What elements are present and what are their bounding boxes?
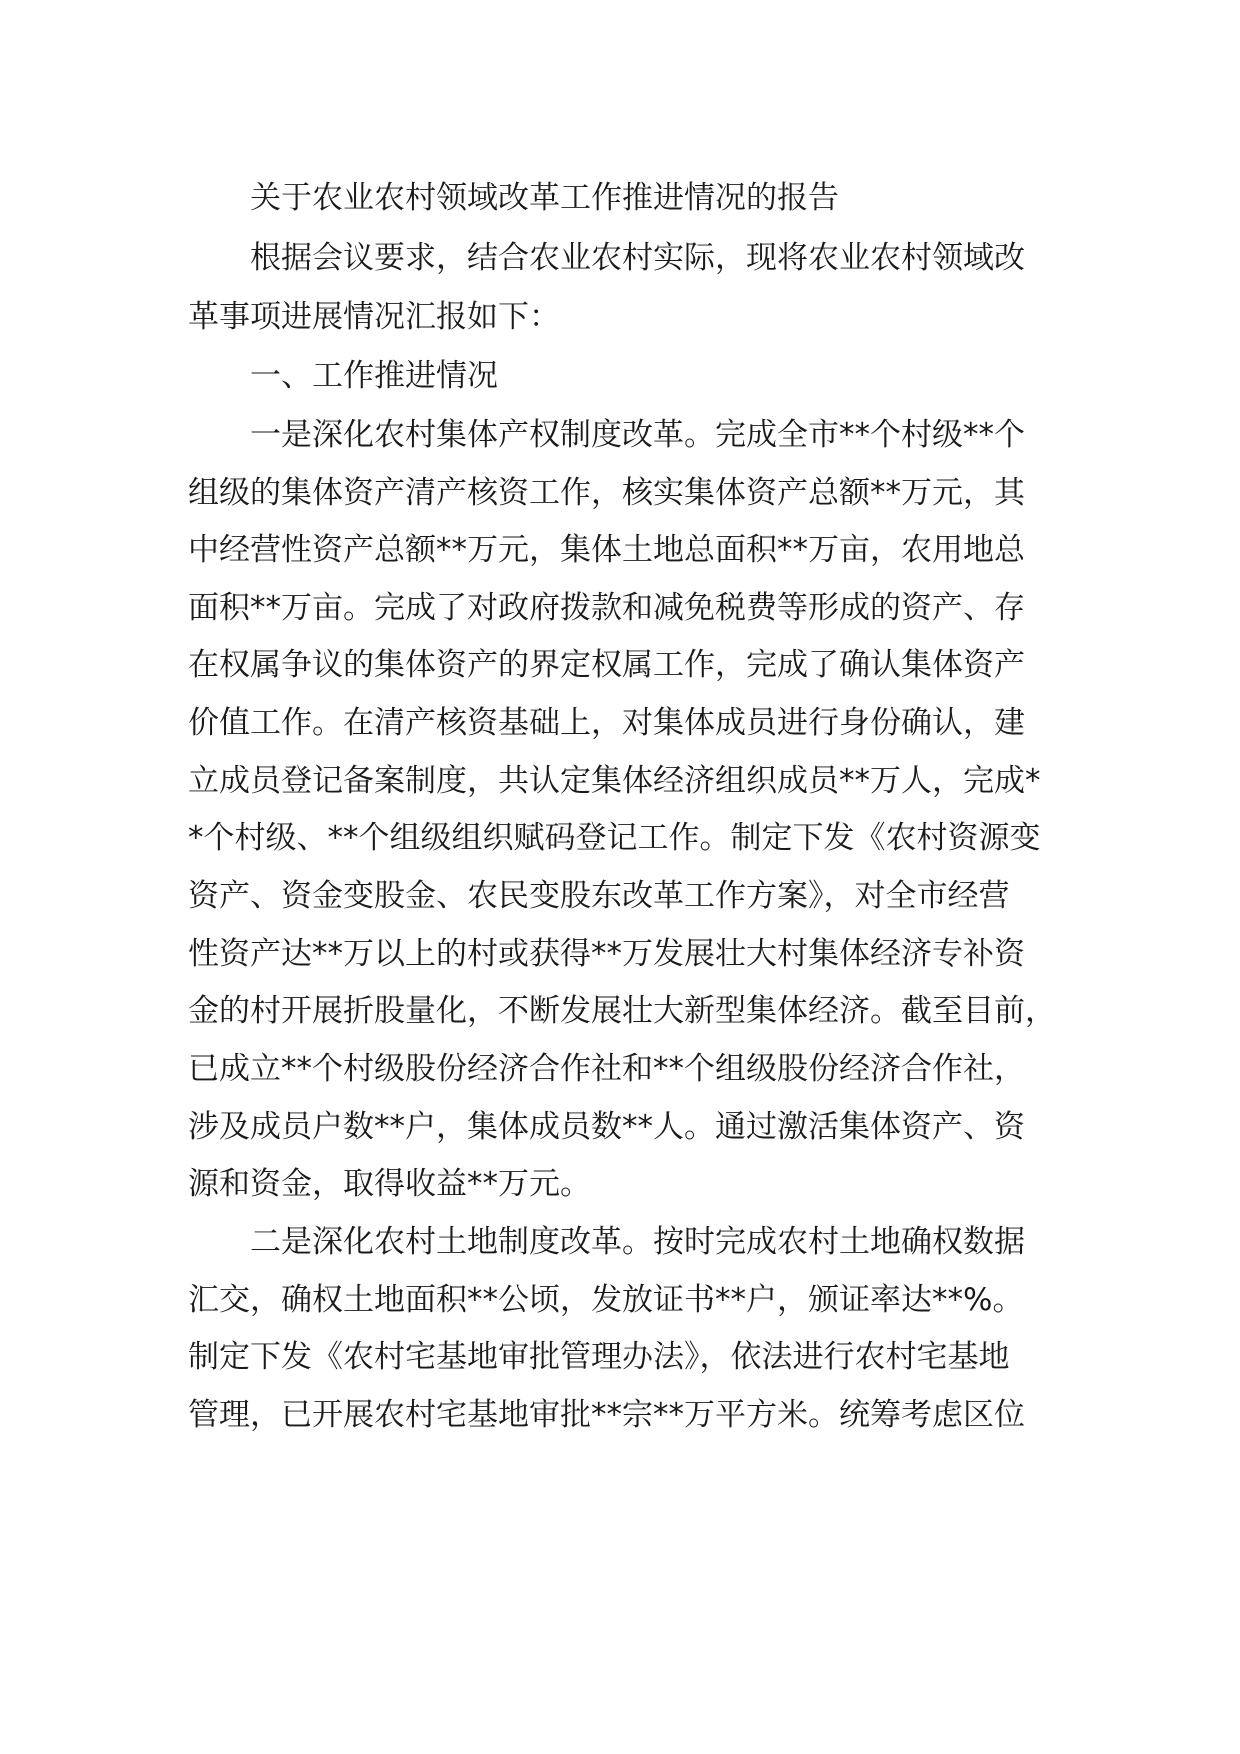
paragraph-line: 革事项进展情况汇报如下： <box>188 299 560 335</box>
paragraph-line: 根据会议要求，结合农业农村实际，现将农业农村领域改 <box>250 240 1025 276</box>
paragraph-line: 已成立**个村级股份经济合作社和**个组级股份经济合作社， <box>188 1051 1025 1087</box>
paragraph-line: 二是深化农村土地制度改革。按时完成农村土地确权数据 <box>250 1224 1025 1260</box>
paragraph-line: 中经营性资产总额**万元，集体土地总面积**万亩，农用地总 <box>188 532 1025 568</box>
paragraph-line: 源和资金，取得收益**万元。 <box>188 1166 591 1202</box>
paragraph-line: 汇交，确权土地面积**公顷，发放证书**户，颁证率达**%。 <box>188 1282 1024 1318</box>
paragraph-line: 一是深化农村集体产权制度改革。完成全市**个村级**个 <box>250 417 1025 453</box>
paragraph-line: 性资产达**万以上的村或获得**万发展壮大村集体经济专补资 <box>188 936 1025 972</box>
paragraph-line: 管理，已开展农村宅基地审批**宗**万平方米。统筹考虑区位 <box>188 1397 1025 1433</box>
paragraph-line: 制定下发《农村宅基地审批管理办法》，依法进行农村宅基地 <box>188 1339 1010 1375</box>
paragraph-line: 立成员登记备案制度，共认定集体经济组织成员**万人，完成* <box>188 763 1041 799</box>
paragraph-line: *个村级、**个组级组织赋码登记工作。制定下发《农村资源变 <box>188 820 1041 856</box>
paragraph-line: 组级的集体资产清产核资工作，核实集体资产总额**万元，其 <box>188 475 1025 511</box>
section-heading: 一、工作推进情况 <box>250 358 498 394</box>
paragraph-line: 资产、资金变股金、农民变股东改革工作方案》，对全市经营 <box>188 878 1010 914</box>
document-title: 关于农业农村领域改革工作推进情况的报告 <box>250 180 839 216</box>
paragraph-line: 在权属争议的集体资产的界定权属工作，完成了确认集体资产 <box>188 647 1025 683</box>
paragraph-line: 价值工作。在清产核资基础上，对集体成员进行身份确认，建 <box>188 705 1025 741</box>
paragraph-line: 面积**万亩。完成了对政府拨款和减免税费等形成的资产、存 <box>188 590 1025 626</box>
paragraph-line: 金的村开展折股量化，不断发展壮大新型集体经济。截至目前， <box>188 993 1056 1029</box>
paragraph-line: 涉及成员户数**户，集体成员数**人。通过激活集体资产、资 <box>188 1109 1025 1145</box>
